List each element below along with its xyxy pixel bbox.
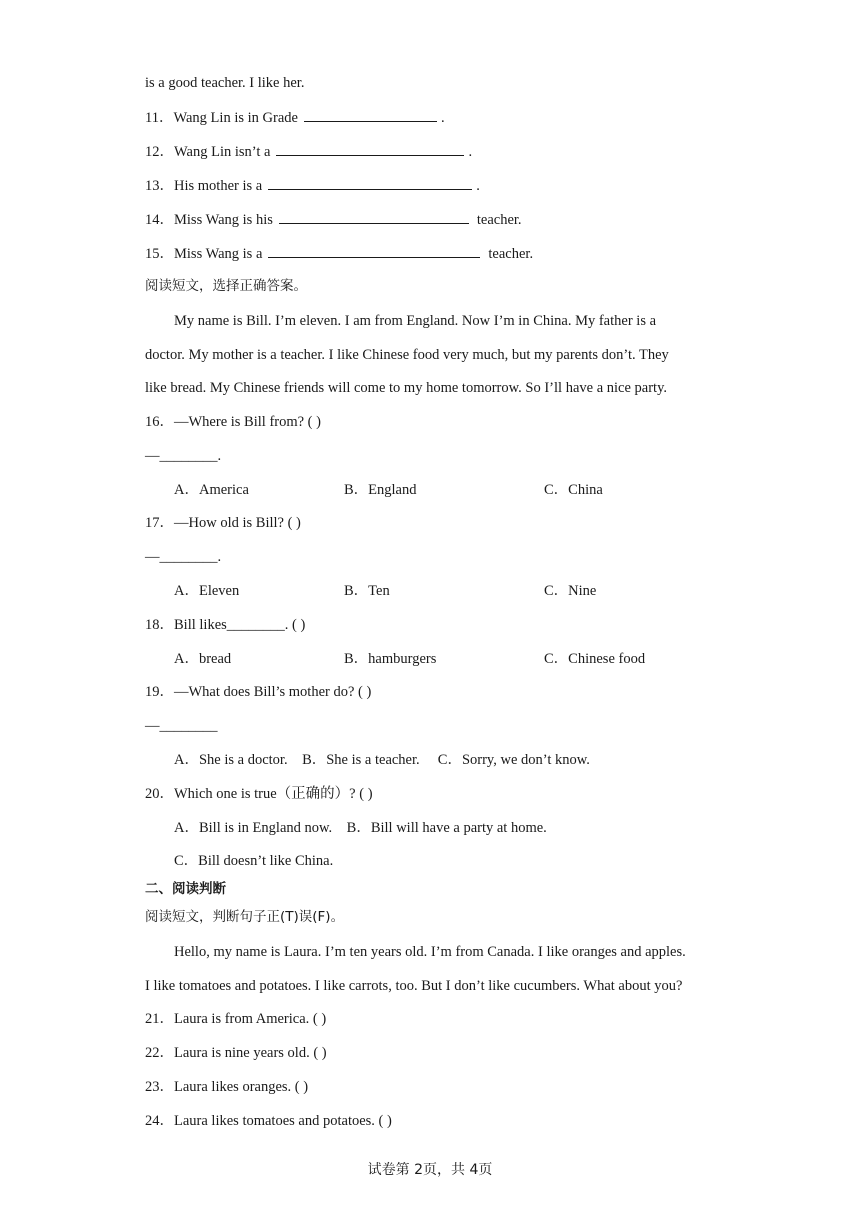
question-21 bbox=[145, 1009, 326, 1029]
answer-blank[interactable] bbox=[304, 107, 437, 122]
question-text: Wang Lin is in Grade bbox=[173, 110, 298, 126]
question-18 bbox=[145, 615, 305, 635]
question-text: Bill likes________. ( ) bbox=[174, 617, 306, 633]
question-number: 18． bbox=[145, 617, 174, 633]
question-number: 16． bbox=[145, 414, 174, 430]
question-11 bbox=[145, 107, 445, 128]
question-text: His mother is a bbox=[174, 178, 263, 194]
question-text: —How old is Bill? ( ) bbox=[174, 515, 301, 531]
question-number: 11． bbox=[145, 110, 174, 126]
option-c-20[interactable]: C．Bill doesn’t like China. bbox=[174, 853, 334, 869]
question-15 bbox=[145, 243, 533, 264]
question-12 bbox=[145, 141, 472, 162]
answer-line-16: —________. bbox=[145, 448, 222, 464]
question-number: 24． bbox=[145, 1113, 174, 1129]
passage-line-3: like bread. My Chinese friends will come to my home tomorrow. So I’ll have a nice party. bbox=[145, 380, 667, 396]
question-post: teacher. bbox=[488, 246, 534, 262]
intro-tail: is a good teacher. I like her. bbox=[145, 75, 305, 91]
question-number: 14． bbox=[145, 212, 174, 228]
answer-line-19: —________ bbox=[145, 718, 218, 734]
question-number: 21． bbox=[145, 1011, 174, 1027]
options-ab-20[interactable]: A．Bill is in England now. B．Bill will have a party at home. bbox=[174, 820, 547, 836]
answer-blank[interactable] bbox=[279, 209, 469, 224]
question-text: Laura likes oranges. ( ) bbox=[174, 1079, 309, 1095]
question-number: 13． bbox=[145, 178, 174, 194]
passage-line-2: doctor. My mother is a teacher. I like Chinese food very much, but my parents don’t. They bbox=[145, 347, 669, 363]
option-a-16[interactable]: A．America bbox=[174, 482, 249, 498]
passage2-line-1: Hello, my name is Laura. I’m ten years old. I’m from Canada. I like oranges and apples. bbox=[174, 944, 686, 960]
option-a-18[interactable]: A．bread bbox=[174, 651, 232, 667]
option-b-16[interactable]: B．England bbox=[344, 482, 417, 498]
question-number: 22． bbox=[145, 1045, 174, 1061]
judge-instruction: 阅读短文，判断句子正(T)误(F)。 bbox=[145, 909, 345, 925]
passage2-line-2: I like tomatoes and potatoes. I like carrots, too. But I don’t like cucumbers. What about you? bbox=[145, 978, 683, 994]
option-c-16[interactable]: C．China bbox=[544, 482, 603, 498]
question-text: Wang Lin isn’t a bbox=[174, 144, 271, 160]
question-post: . bbox=[440, 110, 445, 126]
page-footer: 试卷第 2页，共 4页 bbox=[367, 1162, 493, 1178]
question-post: teacher. bbox=[476, 212, 522, 228]
option-b-17[interactable]: B．Ten bbox=[344, 583, 390, 599]
question-text: Miss Wang is his bbox=[174, 212, 273, 228]
question-text: Laura is from America. ( ) bbox=[174, 1011, 327, 1027]
option-c-17[interactable]: C．Nine bbox=[544, 583, 597, 599]
question-text: Laura likes tomatoes and potatoes. ( ) bbox=[174, 1113, 392, 1129]
question-19 bbox=[145, 682, 371, 702]
option-a-17[interactable]: A．Eleven bbox=[174, 583, 240, 599]
question-16 bbox=[145, 412, 321, 432]
answer-blank[interactable] bbox=[268, 243, 480, 258]
question-text: Which one is true（正确的）? ( ) bbox=[174, 786, 373, 802]
question-post: . bbox=[476, 178, 480, 194]
section-heading: 二、阅读判断 bbox=[145, 881, 226, 897]
question-number: 15． bbox=[145, 246, 174, 262]
question-number: 20． bbox=[145, 786, 174, 802]
options-19[interactable]: A．She is a doctor. B．She is a teacher. C．Sorry, we don’t know. bbox=[174, 752, 590, 768]
question-22 bbox=[145, 1043, 327, 1063]
question-text: Laura is nine years old. ( ) bbox=[174, 1045, 327, 1061]
answer-blank[interactable] bbox=[276, 141, 464, 156]
question-20 bbox=[145, 784, 373, 804]
question-text: Miss Wang is a bbox=[174, 246, 263, 262]
option-b-18[interactable]: B．hamburgers bbox=[344, 651, 437, 667]
question-13 bbox=[145, 175, 480, 196]
question-text: —Where is Bill from? ( ) bbox=[174, 414, 321, 430]
question-post: . bbox=[468, 144, 473, 160]
question-text: —What does Bill’s mother do? ( ) bbox=[174, 684, 372, 700]
answer-blank[interactable] bbox=[268, 175, 472, 190]
question-number: 23． bbox=[145, 1079, 174, 1095]
option-c-18[interactable]: C．Chinese food bbox=[544, 651, 646, 667]
question-24 bbox=[145, 1111, 392, 1131]
question-23 bbox=[145, 1077, 308, 1097]
answer-line-17: —________. bbox=[145, 549, 222, 565]
question-number: 19． bbox=[145, 684, 174, 700]
choice-instruction: 阅读短文，选择正确答案。 bbox=[145, 278, 307, 294]
question-number: 17． bbox=[145, 515, 174, 531]
question-14 bbox=[145, 209, 522, 230]
question-number: 12． bbox=[145, 144, 174, 160]
question-17 bbox=[145, 513, 301, 533]
passage-line-1: My name is Bill. I’m eleven. I am from England. Now I’m in China. My father is a bbox=[174, 313, 657, 329]
